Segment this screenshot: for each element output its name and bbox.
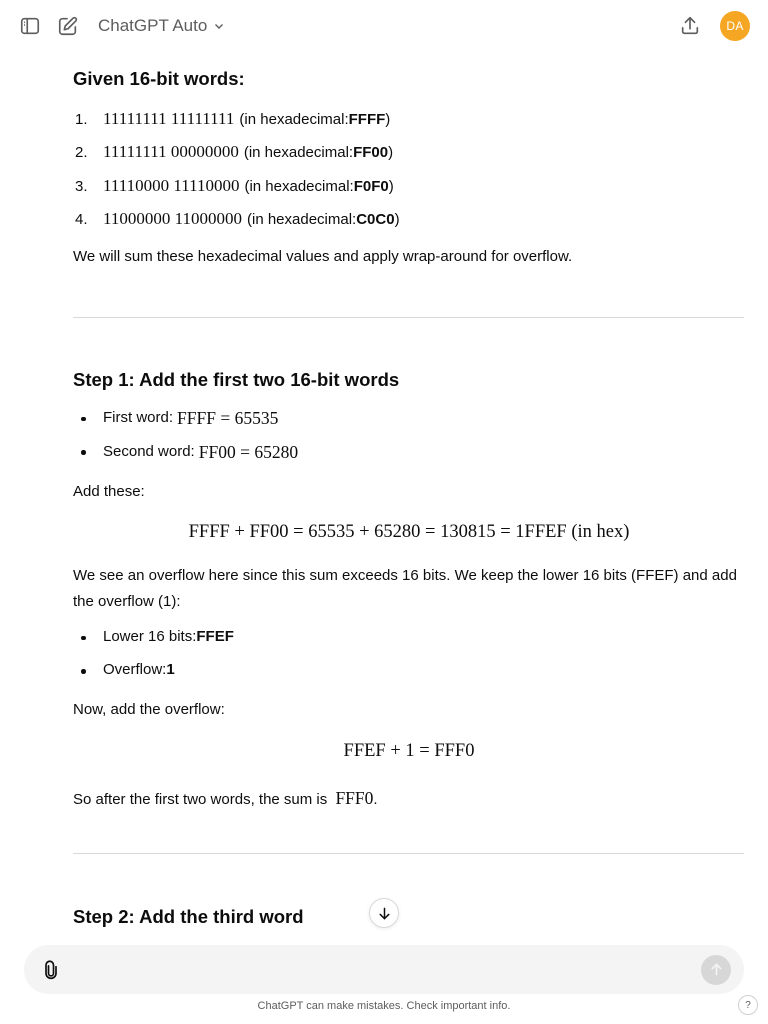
arrow-down-icon [377, 906, 392, 921]
chevron-down-icon [213, 20, 225, 32]
step2-heading: Step 2: Add the third word [73, 906, 304, 928]
words-list [73, 99, 745, 233]
now-add-text: Now, add the overflow: [73, 700, 225, 718]
scroll-down-button[interactable] [369, 898, 399, 928]
list-item: Second word: FF00 = 65280 [73, 435, 745, 469]
words-bullets [73, 402, 745, 469]
model-selector[interactable] [98, 16, 225, 36]
sum-paragraph: We will sum these hexadecimal values and apply wrap-around for overflow. [73, 247, 573, 265]
message-input[interactable] [70, 945, 701, 994]
divider [73, 853, 744, 854]
list-item: Overflow: 1 [73, 654, 745, 688]
divider [73, 317, 744, 318]
list-item: 1. 11111111 11111111 (in hexadecimal: FFFF ) [73, 99, 745, 133]
arrow-up-icon [709, 962, 724, 977]
hex-value: C0C0 [356, 211, 395, 229]
share-icon[interactable] [678, 14, 702, 38]
binary-value: 11000000 11000000 [103, 209, 242, 229]
composer [24, 945, 744, 994]
math-inline: FF00 = 65280 [198, 441, 299, 462]
overflow-paragraph: We see an overflow here since this sum exceeds 16 bits. We keep the lower 16 bits (FFEF) and add the overflow (1): [73, 566, 737, 610]
equation-display: FFFF + FF00 = 65535 + 65280 = 130815 = 1FFEF (in hex) [188, 522, 630, 543]
list-item: 4. 11000000 11000000 (in hexadecimal: C0C0 ) [73, 199, 745, 233]
new-chat-icon[interactable] [56, 14, 80, 38]
overflow-bullets [73, 621, 745, 688]
top-bar [0, 0, 768, 52]
result-paragraph: So after the first two words, the sum is FFF0. [73, 788, 378, 809]
add-these-text: Add these: [73, 482, 145, 500]
help-button[interactable]: ? [738, 995, 758, 1015]
list-item: First word: FFFF = 65535 [73, 402, 745, 436]
chat-content [73, 52, 745, 944]
send-button[interactable] [701, 955, 731, 985]
hex-value: FF00 [353, 144, 389, 162]
disclaimer-text: ChatGPT can make mistakes. Check important info. [257, 1000, 511, 1012]
avatar[interactable]: DA [720, 11, 750, 41]
binary-value: 11110000 11110000 [103, 175, 240, 195]
math-inline: FFFF = 65535 [177, 408, 279, 429]
binary-value: 11111111 00000000 [103, 142, 239, 162]
list-item: 3. 11110000 11110000 (in hexadecimal: F0F0 ) [73, 166, 745, 200]
hex-value: FFFF [348, 110, 386, 128]
given-heading: Given 16-bit words: [73, 68, 245, 89]
list-item: 2. 11111111 00000000 (in hexadecimal: FF00 ) [73, 132, 745, 166]
equation-display: FFEF + 1 = FFF0 [343, 741, 475, 762]
step1-heading: Step 1: Add the first two 16-bit words [73, 369, 400, 391]
hex-value: F0F0 [353, 177, 389, 195]
list-item: Lower 16 bits: FFEF [73, 621, 745, 655]
math-inline: FFF0 [335, 788, 374, 809]
paperclip-icon[interactable] [40, 959, 62, 981]
model-name: ChatGPT Auto [98, 16, 208, 35]
binary-value: 11111111 11111111 [103, 108, 235, 128]
sidebar-toggle-icon[interactable] [18, 14, 42, 38]
